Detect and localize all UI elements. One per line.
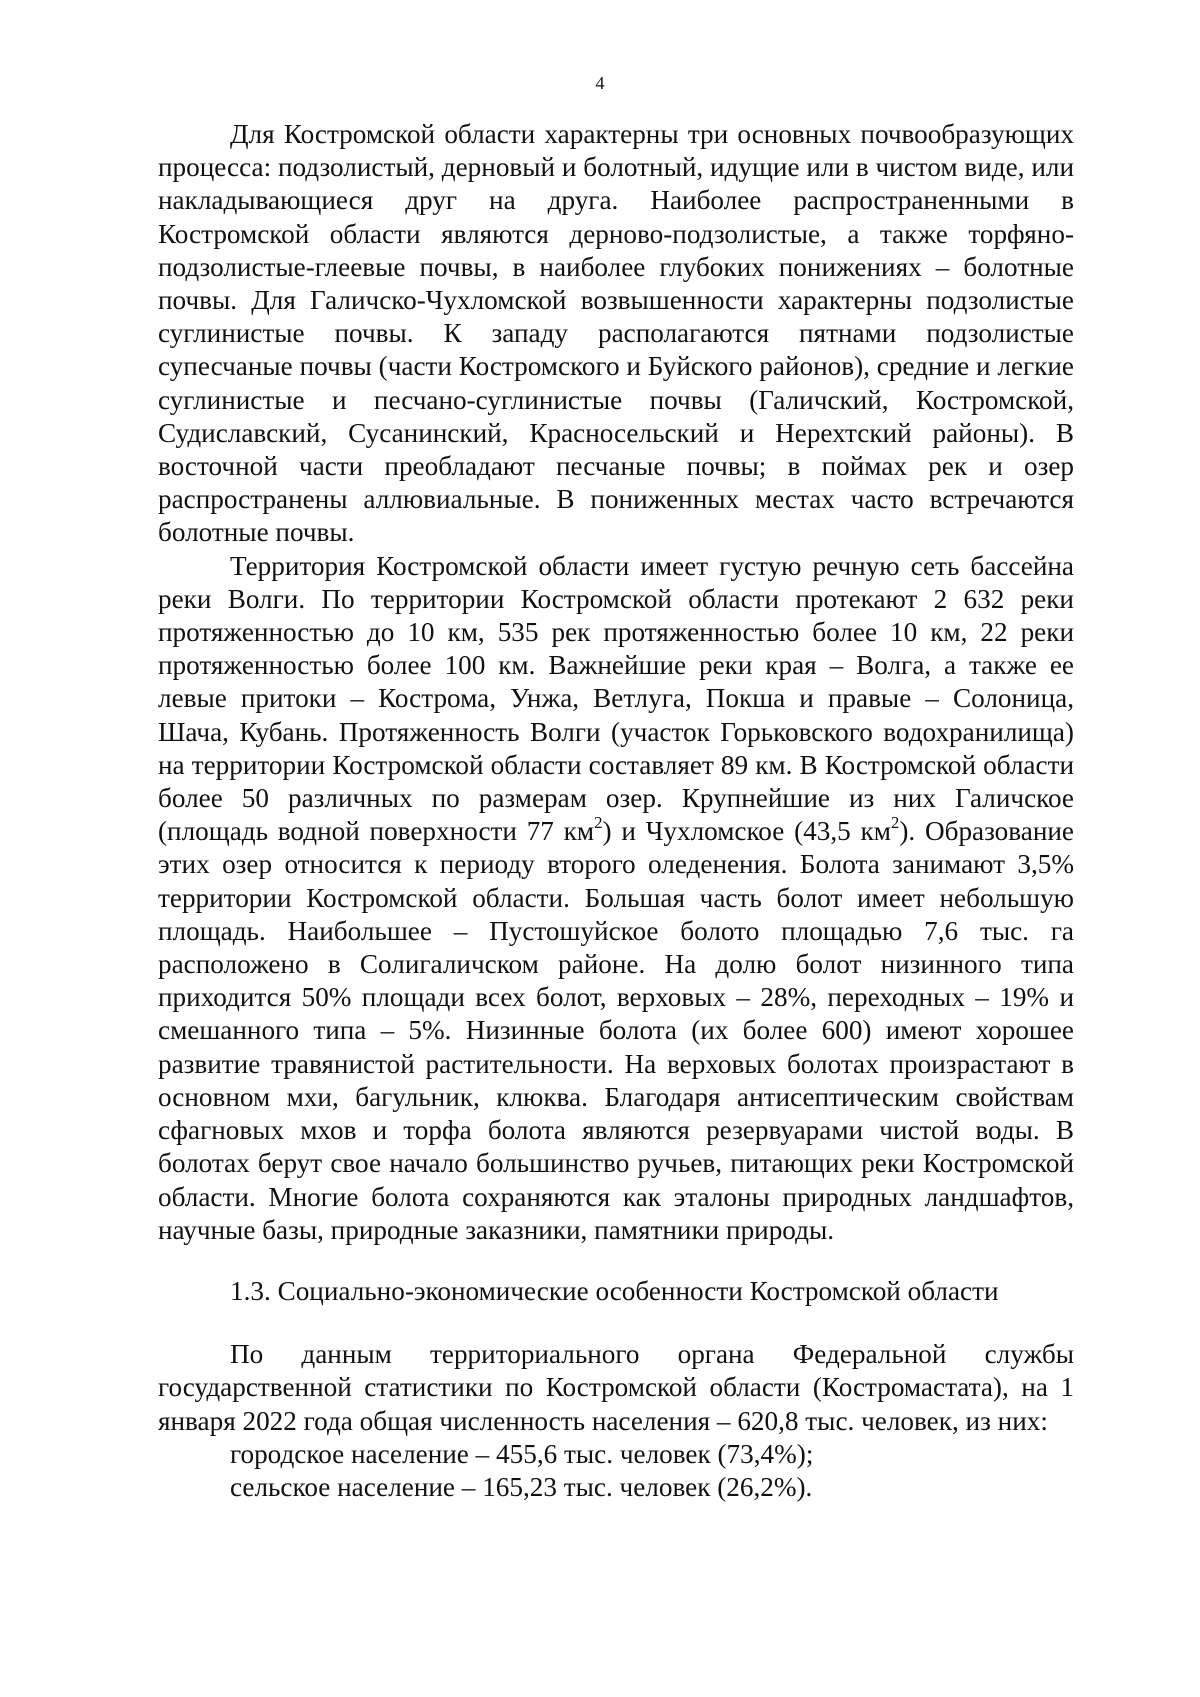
text-run: ). Образование этих озер относится к периоду второго оледенения. Болота занимают 3,5% территории Костромской области. Большая часть болот имеет небольшую площадь. Наибольшее – Пустошуйское болото площадью 7,6 тыс. га расположено в Солигаличском районе. На долю болот низинного типа приходится 50% площади всех болот, верховых – 28%, переходных – 19% и смешанного типа – 5%. Низинные болота (их более 600) имеют хорошее развитие травянистой растительности. На верховых болотах произрастают в основном мхи, багульник, клюква. Благодаря антисептическим свойствам сфагновых мхов и торфа болота являются резервуарами чистой воды. В болотах берут свое начало большинство ручьев, питающих реки Костромской области. Многие болота сохраняются как эталоны природных ландшафтов, научные базы, природные заказники, памятники природы.: [158, 816, 1074, 1245]
text-run: ) и Чухломское (43,5 км: [602, 816, 891, 847]
paragraph-rivers-lakes-bogs: [158, 550, 1074, 1247]
document-body: [158, 118, 1074, 1504]
text-run: Для Костромской области характерны три основных почвообразующих процесса: подзолистый, дерновый и болотный, идущие или в чистом виде, или накладывающиеся друг на друга. Наиболее распространенными в Костромской области являются дерново-подзолистые, а также торфяно-подзолистые-глеевые почвы, в наиболее глубоких понижениях – болотные почвы. Для Галичско-Чухломской возвышенности характерны подзолистые суглинистые почвы. К западу располагаются пятнами подзолистые супесчаные почвы (части Костромского и Буйского районов), средние и легкие суглинистые и песчано-суглинистые почвы (Галичский, Костромской, Судиславский, Сусанинский, Красносельский и Нерехтский районы). В восточной части преобладают песчаные почвы; в поймах рек и озер распространены аллювиальные. В пониженных местах часто встречаются болотные почвы.: [158, 119, 1074, 548]
text-run: Территория Костромской области имеет густую речную сеть бассейна реки Волги. По территории Костромской области протекают 2 632 реки протяженностью до 10 км, 535 рек протяженностью более 10 км, 22 реки протяженностью более 100 км. Важнейшие реки края – Волга, а также ее левые притоки – Кострома, Унжа, Ветлуга, Покша и правые – Солоница, Шача, Кубань. Протяженность Волги (участок Горьковского водохранилища) на территории Костромской области составляет 89 км. В Костромской области более 50 различных по размерам озер. Крупнейшие из них Галичское (площадь водной поверхности 77 км: [158, 550, 1074, 847]
page-number: 4: [595, 73, 605, 93]
superscript: 2: [890, 813, 900, 833]
paragraph-population: По данным территориального органа Федеральной службы государственной статистики по Костромской области (Костромастата), на 1 января 2022 года общая численность населения – 620,8 тыс. человек, из них:: [158, 1339, 1074, 1436]
section-heading: 1.3. Социально-экономические особенности Костромской области: [230, 1275, 999, 1306]
population-rural-line: сельское население – 165,23 тыс. человек (26,2%).: [230, 1471, 813, 1502]
superscript: 2: [594, 813, 603, 833]
paragraph-soils: [158, 118, 1074, 550]
population-urban-line: городское население – 455,6 тыс. человек (73,4%);: [230, 1438, 814, 1469]
